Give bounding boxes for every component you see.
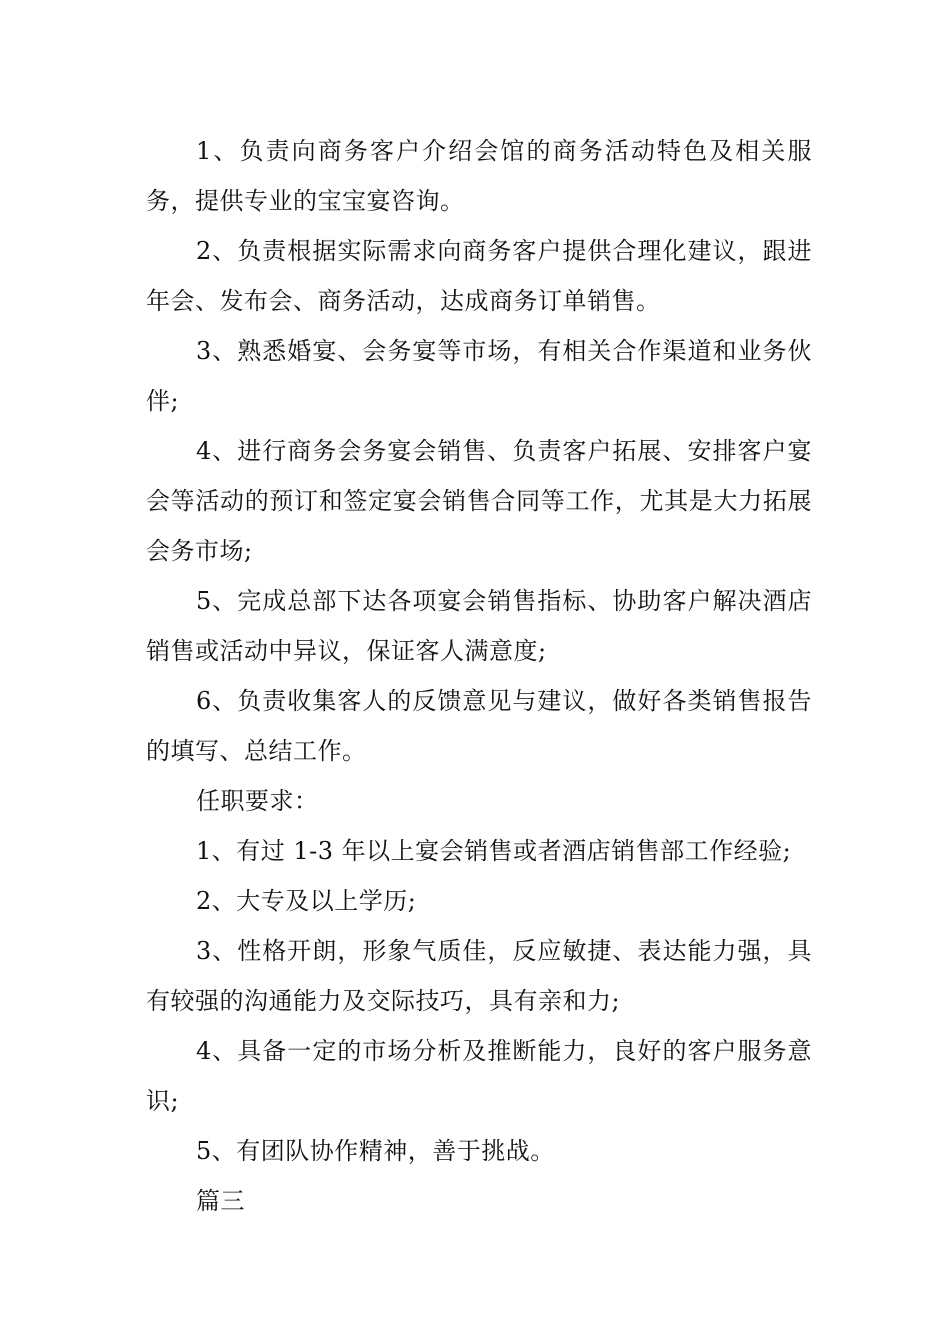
duty-item-2: 2、负责根据实际需求向商务客户提供合理化建议，跟进年会、发布会、商务活动，达成商务订单销售。 xyxy=(146,237,812,315)
duty-item-3: 3、熟悉婚宴、会务宴等市场，有相关合作渠道和业务伙伴; xyxy=(146,337,812,415)
document-body xyxy=(146,126,812,1226)
requirements-heading: 任职要求： xyxy=(196,787,319,815)
section-heading-part-three: 篇三 xyxy=(196,1187,245,1215)
duty-item-4: 4、进行商务会务宴会销售、负责客户拓展、安排客户宴会等活动的预订和签定宴会销售合同等工作，尤其是大力拓展会务市场; xyxy=(146,437,812,565)
requirement-item-2: 2、大专及以上学历; xyxy=(196,887,417,915)
requirement-item-3: 3、性格开朗，形象气质佳，反应敏捷、表达能力强，具有较强的沟通能力及交际技巧，具有亲和力; xyxy=(146,937,812,1015)
duty-item-5: 5、完成总部下达各项宴会销售指标、协助客户解决酒店销售或活动中异议，保证客人满意度; xyxy=(146,587,812,665)
requirement-item-5: 5、有团队协作精神，善于挑战。 xyxy=(196,1137,555,1165)
requirement-item-1: 1、有过 1-3 年以上宴会销售或者酒店销售部工作经验; xyxy=(196,837,792,865)
duty-item-1: 1、负责向商务客户介绍会馆的商务活动特色及相关服务，提供专业的宝宝宴咨询。 xyxy=(146,137,812,215)
duty-item-6: 6、负责收集客人的反馈意见与建议，做好各类销售报告的填写、总结工作。 xyxy=(146,687,812,765)
requirement-item-4: 4、具备一定的市场分析及推断能力，良好的客户服务意识; xyxy=(146,1037,812,1115)
